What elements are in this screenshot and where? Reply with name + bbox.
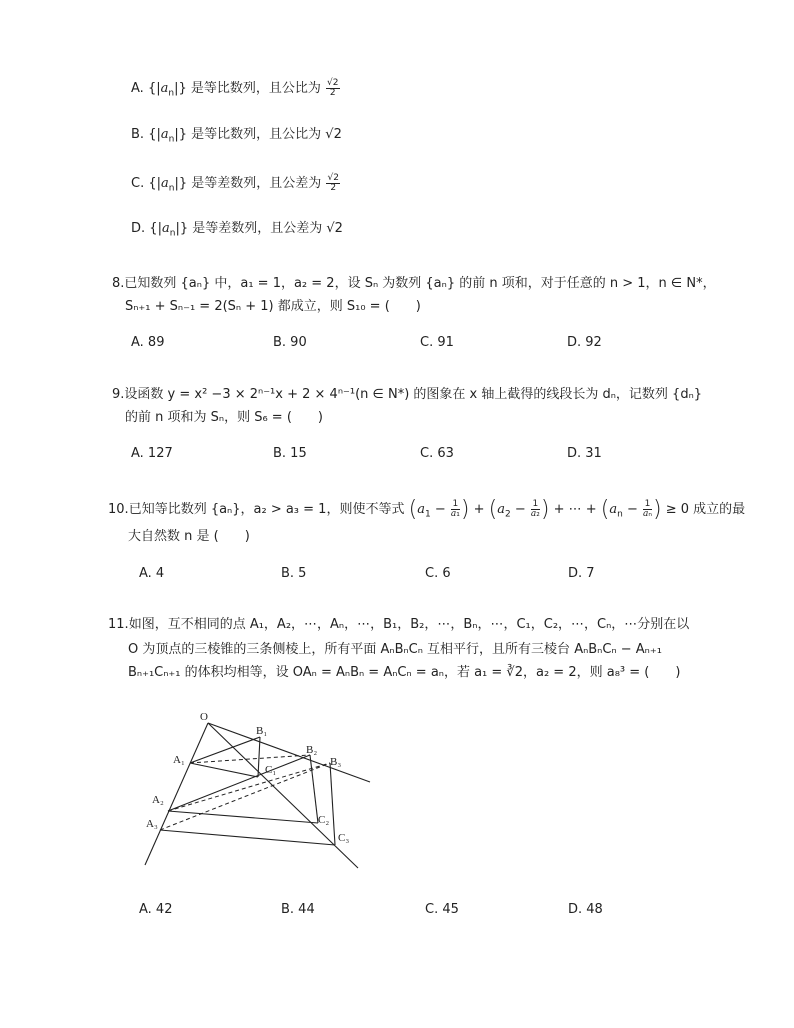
q7-value-c: $\frac{√2}{2}$ [327, 173, 339, 193]
label-b3: B₃ [330, 756, 342, 768]
q10-stem-line1: 10.已知等比数列 {aₙ}，a₂ > a₃ = 1，则使不等式 ($a_1$ − $\frac{1}{\text{a₁}}$ ) + ($a_2$ − $\frac{1}{\text{a₂}}$ ) + ⋯ + ($a_n$ − $\frac{1}{\text{aₙ}}$ ) ≥ 0 成立的最 [108, 497, 746, 522]
label-c3: C₃ [338, 832, 350, 844]
label-b1: B₁ [256, 725, 268, 737]
q9-stem-line1: 9.设函数 y = x² −3 × 2ⁿ⁻¹x + 2 × 4ⁿ⁻¹(n ∈ N*) 的图象在 x 轴上截得的线段长为 dₙ，记数列 {dₙ} [112, 387, 703, 402]
q7-option-c[interactable]: C. $\{|a_n|\}$ 是等差数列，且公差为 $\frac{√2}{2}$ [131, 173, 339, 194]
label-c1: C₁ [265, 764, 277, 776]
q7-value-a: $\frac{√2}{2}$ [327, 78, 339, 98]
label-a3: A₃ [146, 818, 158, 830]
label-a2: A₂ [152, 794, 164, 806]
q11-stem-line3: Bₙ₊₁Cₙ₊₁ 的体积均相等，设 OAₙ = AₙBₙ = AₙCₙ = aₙ，若 a₁ = ∛2，a₂ = 2，则 a₈³ = ( ) [128, 665, 681, 680]
q11-option-c[interactable]: C. 45 [425, 902, 459, 917]
q9-stem-line2: 的前 n 项和为 Sₙ，则 S₆ = ( ) [125, 410, 323, 425]
label-c2: C₂ [318, 814, 330, 826]
q7-seq-a: $\{|a_n|\}$ [147, 81, 187, 99]
q10-option-b[interactable]: B. 5 [281, 566, 307, 581]
label-a1: A₁ [173, 754, 185, 766]
q11-option-a[interactable]: A. 42 [139, 902, 173, 917]
q8-option-a[interactable]: A. 89 [131, 335, 165, 350]
q8-stem-line2: Sₙ₊₁ + Sₙ₋₁ = 2(Sₙ + 1) 都成立，则 S₁₀ = ( ) [125, 299, 421, 314]
pyramid-frustum-figure [140, 705, 380, 880]
label-b2: B₂ [306, 744, 318, 756]
q8-option-b[interactable]: B. 90 [273, 335, 307, 350]
label-o: O [200, 711, 208, 723]
q9-option-a[interactable]: A. 127 [131, 446, 173, 461]
q11-option-d[interactable]: D. 48 [568, 902, 603, 917]
q9-option-d[interactable]: D. 31 [567, 446, 602, 461]
figure-labels [146, 711, 349, 844]
q7-option-b[interactable]: B. $\{|a_n|\}$ 是等比数列，且公比为 √2 [131, 127, 342, 145]
q7-option-d[interactable]: D. $\{|a_n|\}$ 是等差数列，且公差为 √2 [131, 221, 343, 239]
q11-option-b[interactable]: B. 44 [281, 902, 315, 917]
q8-option-d[interactable]: D. 92 [567, 335, 602, 350]
q10-option-d[interactable]: D. 7 [568, 566, 595, 581]
q7-option-a[interactable]: A. $\{|a_n|\}$ 是等比数列，且公比为 $\frac{√2}{2}$ [131, 78, 339, 99]
q11-stem-line1: 11.如图，互不相同的点 A₁，A₂，⋯，Aₙ，⋯，B₁，B₂，⋯，Bₙ，⋯，C₁，C₂，⋯，Cₙ，⋯分别在以 [108, 617, 690, 632]
q9-option-c[interactable]: C. 63 [420, 446, 454, 461]
q7-value-b: √2 [325, 127, 342, 142]
q10-inequality: ($a_1$ − $\frac{1}{\text{a₁}}$ ) + ($a_2$ − $\frac{1}{\text{a₂}}$ ) + ⋯ + ($a_n$ − $\frac{1}{\text{aₙ}}$ ) [408, 497, 662, 522]
q8-option-c[interactable]: C. 91 [420, 335, 454, 350]
q10-option-c[interactable]: C. 6 [425, 566, 451, 581]
q7-value-d: √2 [326, 221, 343, 236]
q10-option-a[interactable]: A. 4 [139, 566, 165, 581]
q8-stem-line1: 8.已知数列 {aₙ} 中，a₁ = 1，a₂ = 2，设 Sₙ 为数列 {aₙ} 的前 n 项和，对于任意的 n > 1，n ∈ N*， [112, 276, 716, 291]
q10-stem-line2: 大自然数 n 是 ( ) [128, 529, 250, 544]
q9-option-b[interactable]: B. 15 [273, 446, 307, 461]
q11-stem-line2: O 为顶点的三棱锥的三条侧棱上，所有平面 AₙBₙCₙ 互相平行，且所有三棱台 AₙBₙCₙ − Aₙ₊₁ [128, 642, 662, 657]
